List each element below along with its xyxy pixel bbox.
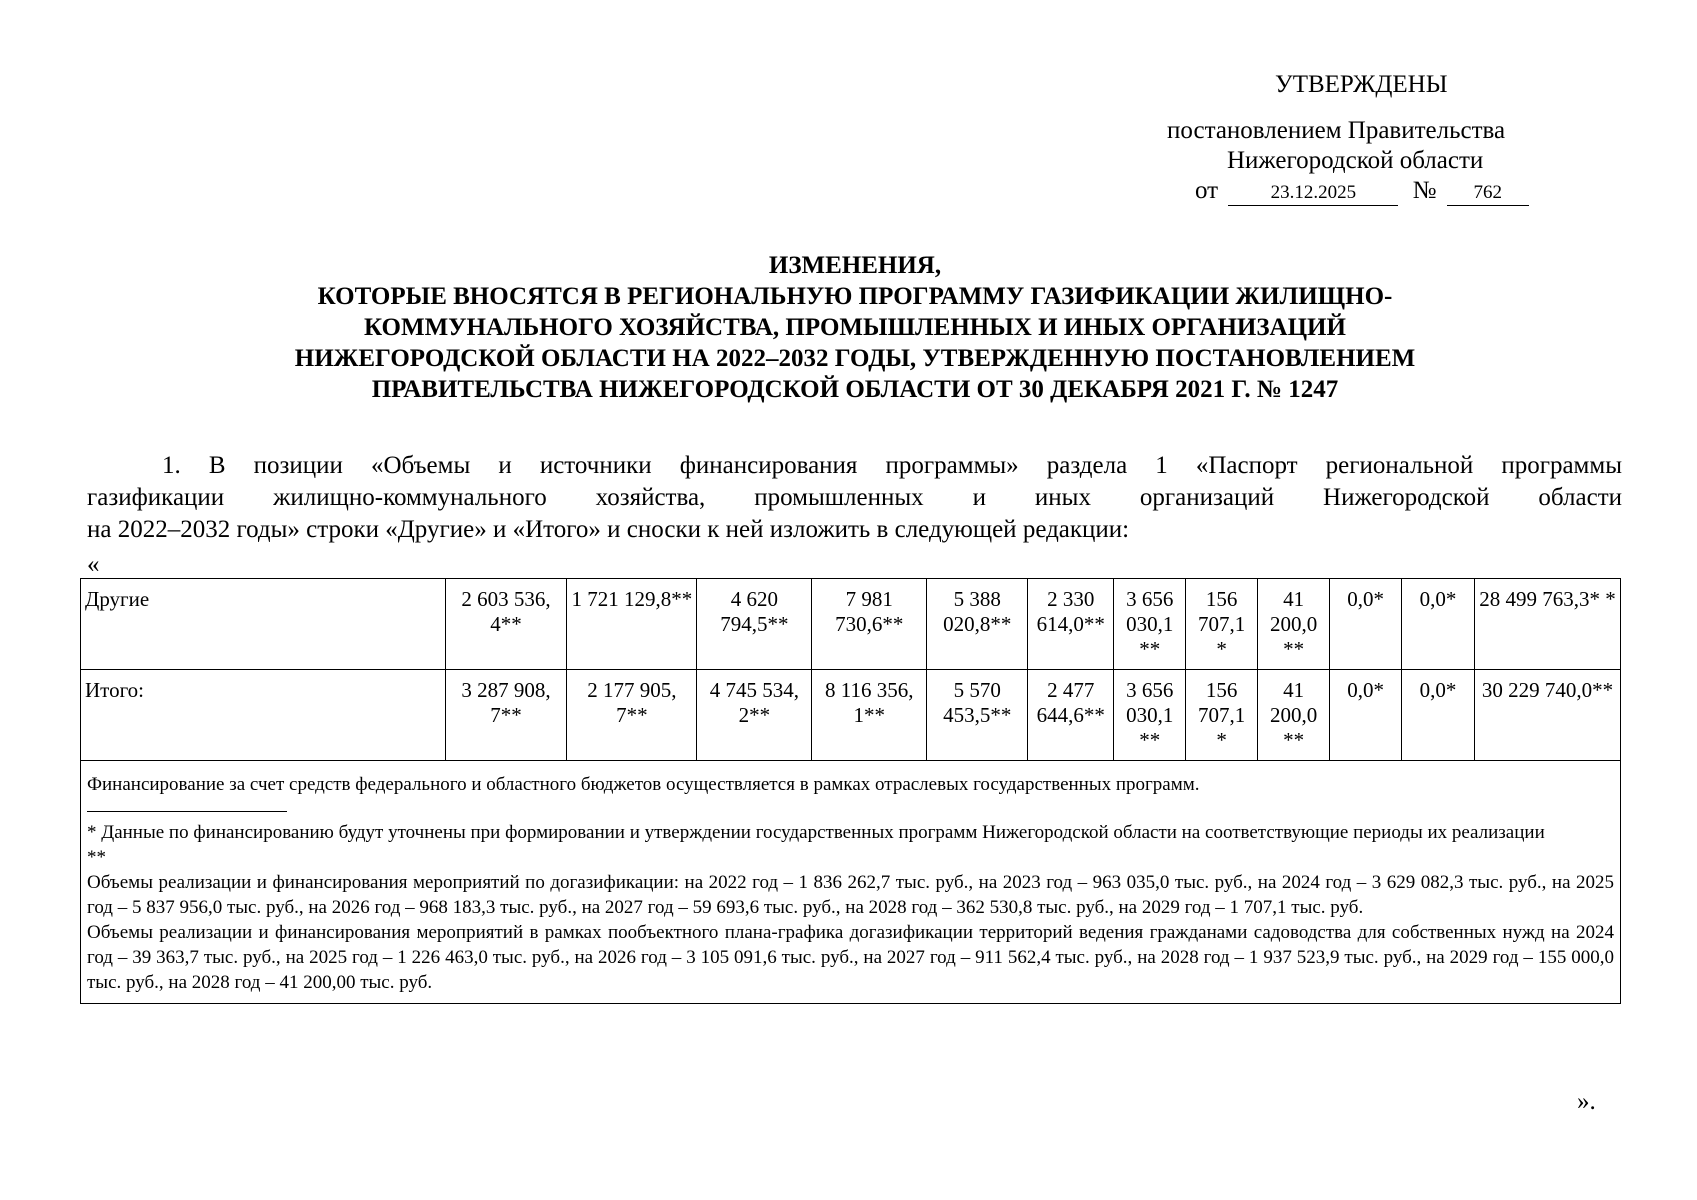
footnote-2-mark: ** [87,847,106,868]
approval-line-2: Нижегородской области [1227,147,1484,174]
heading-line-3: КОММУНАЛЬНОГО ХОЗЯЙСТВА, ПРОМЫШЛЕННЫХ И ИНЫХ ОРГАНИЗАЦИЙ [364,314,1346,341]
table-row [81,579,1621,670]
table-cell: 156 707,1 * [1186,670,1258,761]
table-cell: 4 620 794,5** [697,579,812,670]
body-paragraph [87,450,1622,546]
approved-label: УТВЕРЖДЕНЫ [1275,71,1448,98]
row-label: Другие [81,579,446,670]
table-cell: 0,0* [1402,579,1475,670]
table-cell: 2 177 905, 7** [567,670,697,761]
open-quote: « [87,551,100,578]
table-cell: 41 200,0 ** [1258,579,1330,670]
table-cell: 2 330 614,0** [1028,579,1114,670]
table-cell: 156 707,1 * [1186,579,1258,670]
footnote-1: * Данные по финансированию будут уточнены при формировании и утверждении государственных программ Нижегородской области на соответствующие периоды их реализации [87,822,1545,843]
date-prefix: от [1195,177,1219,204]
footnote-2-b: Объемы реализации и финансирования мероприятий в рамках пообъектного плана-графика догазификации территорий ведения гражданами садоводства для собственных нужд на 2024 год – 39 363,7 тыс. руб., на 2025 год – 1 226 463,0 тыс. руб., на 2026 год – 3 105 091,6 тыс. руб., на 2027 год – 911 562,4 тыс. руб., на 2028 год – 1 937 523,9 тыс. руб., на 2029 год – 155 000,0 тыс. руб., на 2028 год – 41 200,00 тыс. руб. [87,922,1614,993]
heading-line-4: НИЖЕГОРОДСКОЙ ОБЛАСТИ НА 2022–2032 ГОДЫ, УТВЕРЖДЕННУЮ ПОСТАНОВЛЕНИЕМ [294,345,1416,372]
table-cell: 0,0* [1330,670,1402,761]
paragraph-line-1: 1. В позиции «Объемы и источники финансирования программы» раздела 1 «Паспорт региональной программы [162,452,1622,479]
table-cell: 2 477 644,6** [1028,670,1114,761]
table-cell: 2 603 536, 4** [445,579,567,670]
financing-table [80,578,1621,1004]
paragraph-line-3: на 2022–2032 годы» строки «Другие» и «Итого» и сноски к ней изложить в следующей редакции: [87,516,1130,543]
row-label: Итого: [81,670,446,761]
table-cell: 3 287 908, 7** [445,670,567,761]
document-heading [120,250,1590,405]
footnote-2-a: Объемы реализации и финансирования мероприятий по догазификации: на 2022 год – 1 836 262,7 тыс. руб., на 2023 год – 963 035,0 тыс. руб., на 2024 год – 3 629 082,3 тыс. руб., на 2025 год – 5 837 956,0 тыс. руб., на 2026 год – 968 183,3 тыс. руб., на 2027 год – 59 693,6 тыс. руб., на 2028 год – 362 530,8 тыс. руб., на 2029 год – 1 707,1 тыс. руб. [87,872,1614,918]
table-cell: 1 721 129,8** [567,579,697,670]
table-cell: 28 499 763,3* * [1475,579,1621,670]
number-sign: № [1412,177,1437,204]
table-row [81,670,1621,761]
table-cell: 41 200,0 ** [1258,670,1330,761]
heading-line-2: КОТОРЫЕ ВНОСЯТСЯ В РЕГИОНАЛЬНУЮ ПРОГРАММУ ГАЗИФИКАЦИИ ЖИЛИЩНО- [317,283,1393,310]
notes-cell [81,761,1621,1004]
heading-line-1: ИЗМЕНЕНИЯ, [768,252,942,279]
footnote-divider [87,811,287,812]
table-cell: 3 656 030,1 ** [1114,579,1186,670]
heading-line-5: ПРАВИТЕЛЬСТВА НИЖЕГОРОДСКОЙ ОБЛАСТИ ОТ 30 ДЕКАБРЯ 2021 Г. № 1247 [371,376,1339,403]
approval-date: 23.12.2025 [1228,181,1398,206]
table-cell: 7 981 730,6** [812,579,927,670]
table-cell: 8 116 356, 1** [812,670,927,761]
approval-number: 762 [1447,181,1529,206]
paragraph-line-2: газификации жилищно-коммунального хозяйства, промышленных и иных организаций Нижегородской области [87,484,1622,511]
close-quote: ». [1577,1088,1596,1115]
table-cell: 30 229 740,0** [1475,670,1621,761]
table-cell: 5 570 453,5** [927,670,1028,761]
table-cell: 4 745 534, 2** [697,670,812,761]
table-cell: 5 388 020,8** [927,579,1028,670]
table-cell: 0,0* [1330,579,1402,670]
approval-date-line [1195,176,1529,206]
table-cell: 0,0* [1402,670,1475,761]
table-cell: 3 656 030,1 ** [1114,670,1186,761]
approval-line-1: постановлением Правительства [1167,117,1506,144]
notes-row [81,761,1621,1004]
financing-note: Финансирование за счет средств федерального и областного бюджетов осуществляется в рамках отраслевых государственных программ. [87,774,1200,795]
